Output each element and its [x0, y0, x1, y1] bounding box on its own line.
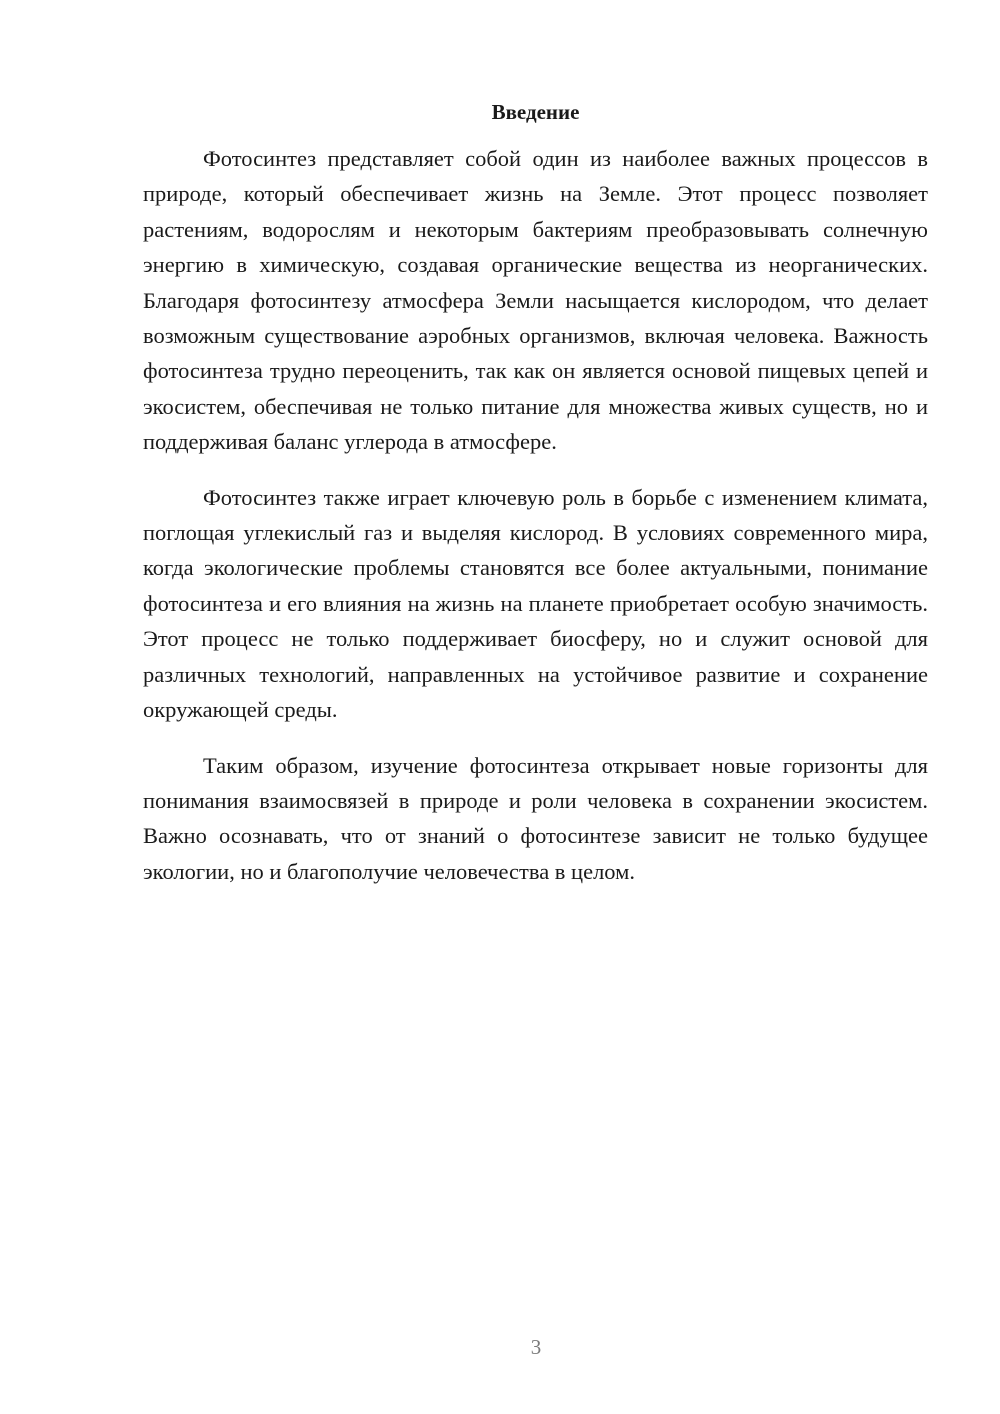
section-title: Введение — [491, 100, 580, 124]
paragraph-2: Фотосинтез также играет ключевую роль в борьбе с изменением климата, поглощая углекислый газ и выделяя кислород. В условиях современного мира, когда экологические проблемы становятся все более актуальными, понимание фотосинтеза и его влияния на жизнь на планете приобретает особую значимость. Этот процесс не только поддерживает биосферу, но и служит основой для различных технологий, направленных на устойчивое развитие и сохранение окружающей среды. — [143, 484, 928, 723]
body-text — [143, 141, 928, 909]
page-number: 3 — [530, 1335, 542, 1359]
paragraph-1: Фотосинтез представляет собой один из наиболее важных процессов в природе, который обеспечивает жизнь на Земле. Этот процесс позволяет растениям, водорослям и некоторым бактериям преобразовывать солнечную энергию в химическую, создавая органические вещества из неорганических. Благодаря фотосинтезу атмосфера Земли насыщается кислородом, что делает возможным существование аэробных организмов, включая человека. Важность фотосинтеза трудно переоценить, так как он является основой пищевых цепей и экосистем, обеспечивая не только питание для множества живых существ, но и поддерживая баланс углерода в атмосфере. — [143, 146, 928, 455]
paragraph-3: Таким образом, изучение фотосинтеза открывает новые горизонты для понимания взаимосвязей в природе и роли человека в сохранении экосистем. Важно осознавать, что от знаний о фотосинтезе зависит не только будущее экологии, но и благополучие человечества в целом. — [143, 752, 928, 884]
